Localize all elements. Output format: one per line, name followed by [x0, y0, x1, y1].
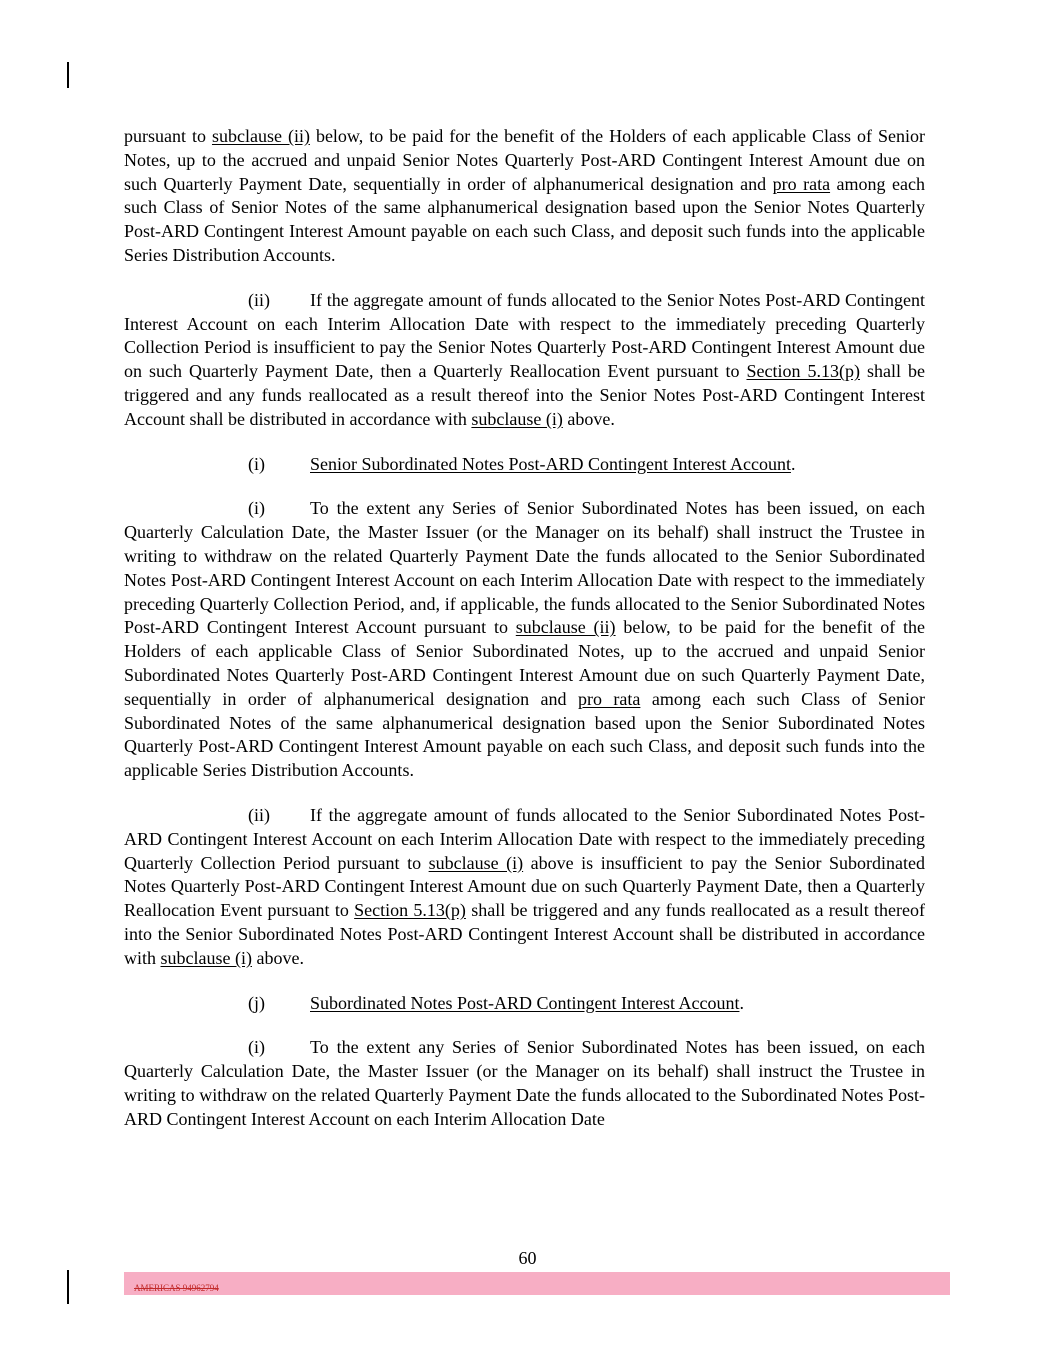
section-number: (j)	[248, 992, 265, 1013]
cross-reference: subclause (i)	[428, 852, 524, 873]
document-id: AMERICAS 94962794	[134, 1283, 219, 1293]
page-number: 60	[518, 1248, 537, 1268]
paragraph-senior-subordinated-i: (i) To the extent any Series of Senior Subordinated Notes has been issued, on each Quarterly Calculation Date, the Master Issuer (or the Manager on its behalf) shall instruct the Trustee in writing to withdraw on the related Quarterly Payment Date the funds allocated to the Senior Subordinated Notes Post-ARD Contingent Interest Account on each Interim Allocation Date with respect to the immediately preceding Quarterly Collection Period, and, if applicable, the funds allocated to the Senior Subordinated Notes Post-ARD Contingent Interest Account pursuant to subclause (ii) below, to be paid for the benefit of the Holders of each applicable Class of Senior Subordinated Notes, up to the accrued and unpaid Senior Subordinated Notes Quarterly Post-ARD Contingent Interest Amount due on such Quarterly Payment Date, sequentially in order of alphanumerical designation and pro rata among each such Class of Senior Subordinated Notes of the same alphanumerical designation based upon the Senior Subordinated Notes Quarterly Post-ARD Contingent Interest Amount payable on each such Class, and deposit such funds into the applicable Series Distribution Accounts.	[124, 498, 926, 781]
cross-reference: subclause (i)	[160, 947, 252, 968]
revision-bar-bottom	[67, 1270, 69, 1304]
clause-number: (i)	[248, 498, 265, 519]
clause-number: (ii)	[248, 804, 270, 825]
section-heading-senior-subordinated: (i) Senior Subordinated Notes Post-ARD Contingent Interest Account.	[124, 453, 925, 477]
cross-reference: Section 5.13(p)	[746, 361, 860, 382]
cross-reference: subclause (ii)	[515, 617, 616, 638]
paragraph-senior-notes-ii: (ii) If the aggregate amount of funds allocated to the Senior Notes Post-ARD Contingent Interest Account on each Interim Allocation Date with respect to the immediately preceding Quarterly Collection Period is insufficient to pay the Senior Notes Quarterly Post-ARD Contingent Interest Amount due on such Quarterly Payment Date, then a Quarterly Reallocation Event pursuant to Section 5.13(p) shall be triggered and any funds reallocated as a result thereof into the Senior Notes Post-ARD Contingent Interest Account shall be distributed in accordance with subclause (i) above.	[124, 289, 925, 429]
footer-bar	[124, 1272, 950, 1295]
latin-term: pro rata	[577, 688, 641, 709]
cross-reference: Section 5.13(p)	[354, 900, 466, 921]
document-body	[124, 125, 925, 1152]
revision-bar-top	[67, 62, 69, 88]
section-title: Senior Subordinated Notes Post-ARD Contingent Interest Account	[310, 453, 791, 474]
section-number: (i)	[248, 453, 265, 474]
paragraph-continuation: pursuant to subclause (ii) below, to be paid for the benefit of the Holders of each applicable Class of Senior Notes, up to the accrued and unpaid Senior Notes Quarterly Post-ARD Contingent Interest Amount due on such Quarterly Payment Date, sequentially in order of alphanumerical designation and pro rata among each such Class of Senior Notes of the same alphanumerical designation based upon the Senior Notes Quarterly Post-ARD Contingent Interest Amount payable on each such Class, and deposit such funds into the applicable Series Distribution Accounts.	[124, 126, 925, 265]
section-title: Subordinated Notes Post-ARD Contingent Interest Account	[310, 992, 740, 1013]
latin-term: pro rata	[772, 173, 831, 194]
section-heading-subordinated: (j) Subordinated Notes Post-ARD Contingent Interest Account.	[124, 992, 925, 1016]
clause-number: (ii)	[248, 289, 270, 310]
clause-number: (i)	[248, 1037, 265, 1058]
paragraph-senior-subordinated-ii: (ii) If the aggregate amount of funds allocated to the Senior Subordinated Notes Post-ARD Contingent Interest Account on each Interim Allocation Date with respect to the immediately preceding Quarterly Collection Period pursuant to subclause (i) above is insufficient to pay the Senior Subordinated Notes Quarterly Post-ARD Contingent Interest Amount due on such Quarterly Payment Date, then a Quarterly Reallocation Event pursuant to Section 5.13(p) shall be triggered and any funds reallocated as a result thereof into the Senior Subordinated Notes Post-ARD Contingent Interest Account shall be distributed in accordance with subclause (i) above.	[124, 804, 925, 968]
paragraph-subordinated-i: (i) To the extent any Series of Senior Subordinated Notes has been issued, on each Quarterly Calculation Date, the Master Issuer (or the Manager on its behalf) shall instruct the Trustee in writing to withdraw on the related Quarterly Payment Date the funds allocated to the Subordinated Notes Post-ARD Contingent Interest Account on each Interim Allocation Date	[124, 1037, 925, 1129]
cross-reference: subclause (i)	[471, 408, 563, 429]
cross-reference: subclause (ii)	[211, 126, 310, 146]
